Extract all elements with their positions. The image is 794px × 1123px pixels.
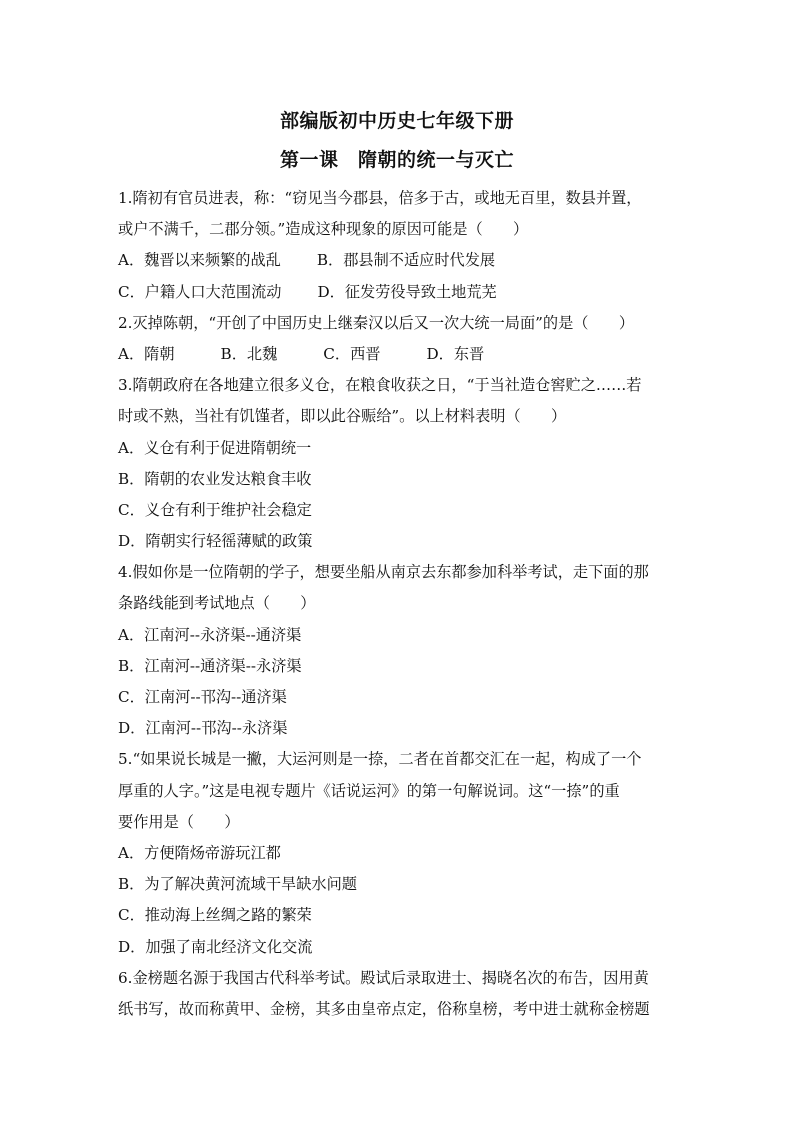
answer-option[interactable]: A．义仓有利于促进隋朝统一 (118, 438, 312, 457)
answer-option[interactable]: C．西晋 (323, 344, 381, 363)
answer-option[interactable]: C．户籍人口大范围流动 (118, 282, 282, 301)
answer-option[interactable]: A．方便隋炀帝游玩江都 (118, 843, 281, 862)
answer-option[interactable]: A．隋朝 (118, 344, 175, 363)
question-list (118, 183, 678, 1025)
question-block (118, 963, 678, 1025)
answer-option[interactable]: C．江南河--邗沟--通济渠 (118, 688, 287, 706)
option-row (118, 526, 678, 557)
answer-option[interactable]: D．隋朝实行轻徭薄赋的政策 (118, 532, 313, 551)
question-block (118, 557, 678, 744)
option-row (118, 495, 678, 526)
option-row (118, 713, 678, 744)
option-row (118, 339, 678, 370)
option-row (118, 464, 678, 495)
answer-option[interactable]: D．加强了南北经济文化交流 (118, 937, 313, 956)
option-row (118, 869, 678, 900)
option-row (118, 277, 678, 308)
question-stem-line: 5.“如果说长城是一撇，大运河则是一捺，二者在首都交汇在一起，构成了一个 (118, 750, 642, 769)
option-row (118, 620, 678, 651)
option-row (118, 900, 678, 931)
question-stem-line: 4.假如你是一位隋朝的学子，想要坐船从南京去东都参加科举考试，走下面的那 (118, 563, 649, 582)
question-stem-line: 要作用是（ ） (118, 812, 240, 831)
answer-option[interactable]: B．隋朝的农业发达粮食丰收 (118, 469, 312, 488)
option-row (118, 651, 678, 682)
option-row (118, 932, 678, 963)
answer-option[interactable]: D．江南河--邗沟--永济渠 (118, 719, 288, 738)
answer-option[interactable]: B．北魏 (220, 344, 278, 363)
question-stem-line: 6.金榜题名源于我国古代科举考试。殿试后录取进士、揭晓名次的布告，因用黄 (118, 968, 649, 987)
option-row (118, 433, 678, 464)
question-block (118, 183, 678, 308)
question-stem-line: 1.隋初有官员进表，称：“窃见当今郡县，倍多于古，或地无百里，数县并置， (118, 189, 642, 207)
option-row (118, 682, 678, 713)
answer-option[interactable]: A．江南河--永济渠--通济渠 (118, 625, 302, 644)
answer-option[interactable]: A．魏晋以来频繁的战乱 (118, 251, 281, 270)
option-row (118, 838, 678, 869)
question-stem-line: 纸书写，故而称黄甲、金榜，其多由皇帝点定，俗称皇榜，考中进士就称金榜题 (118, 999, 650, 1018)
question-stem-line: 2.灭掉陈朝，“开创了中国历史上继秦汉以后又一次大统一局面”的是（ ） (118, 313, 635, 332)
question-stem-line: 时或不熟，当社有饥馑者，即以此谷赈给”。以上材料表明（ ） (118, 407, 567, 426)
question-block (118, 308, 678, 370)
document-title: 部编版初中历史七年级下册 (279, 110, 514, 132)
answer-option[interactable]: D．征发劳役导致土地荒芜 (317, 282, 497, 301)
question-stem-line: 厚重的人字。”这是电视专题片《话说运河》的第一句解说词。这“一捺”的重 (118, 781, 620, 800)
answer-option[interactable]: B．为了解决黄河流域干旱缺水问题 (118, 875, 357, 894)
answer-option[interactable]: C．义仓有利于维护社会稳定 (118, 500, 312, 519)
question-stem-line: 3.隋朝政府在各地建立很多义仓，在粮食收获之日，“于当社造仓窖贮之……若 (118, 376, 642, 395)
option-row (118, 245, 678, 276)
answer-option[interactable]: D．东晋 (426, 344, 485, 363)
lesson-title: 第一课 隋朝的统一与灭亡 (279, 149, 514, 171)
answer-option[interactable]: B．江南河--通济渠--永济渠 (118, 656, 302, 675)
question-stem-line: 条路线能到考试地点（ ） (118, 594, 316, 613)
question-block (118, 370, 678, 557)
answer-option[interactable]: B．郡县制不适应时代发展 (316, 251, 496, 270)
question-stem-line: 或户不满千，二郡分领。”造成这种现象的原因可能是（ ） (118, 220, 529, 239)
answer-option[interactable]: C．推动海上丝绸之路的繁荣 (118, 906, 312, 925)
question-block (118, 744, 678, 962)
